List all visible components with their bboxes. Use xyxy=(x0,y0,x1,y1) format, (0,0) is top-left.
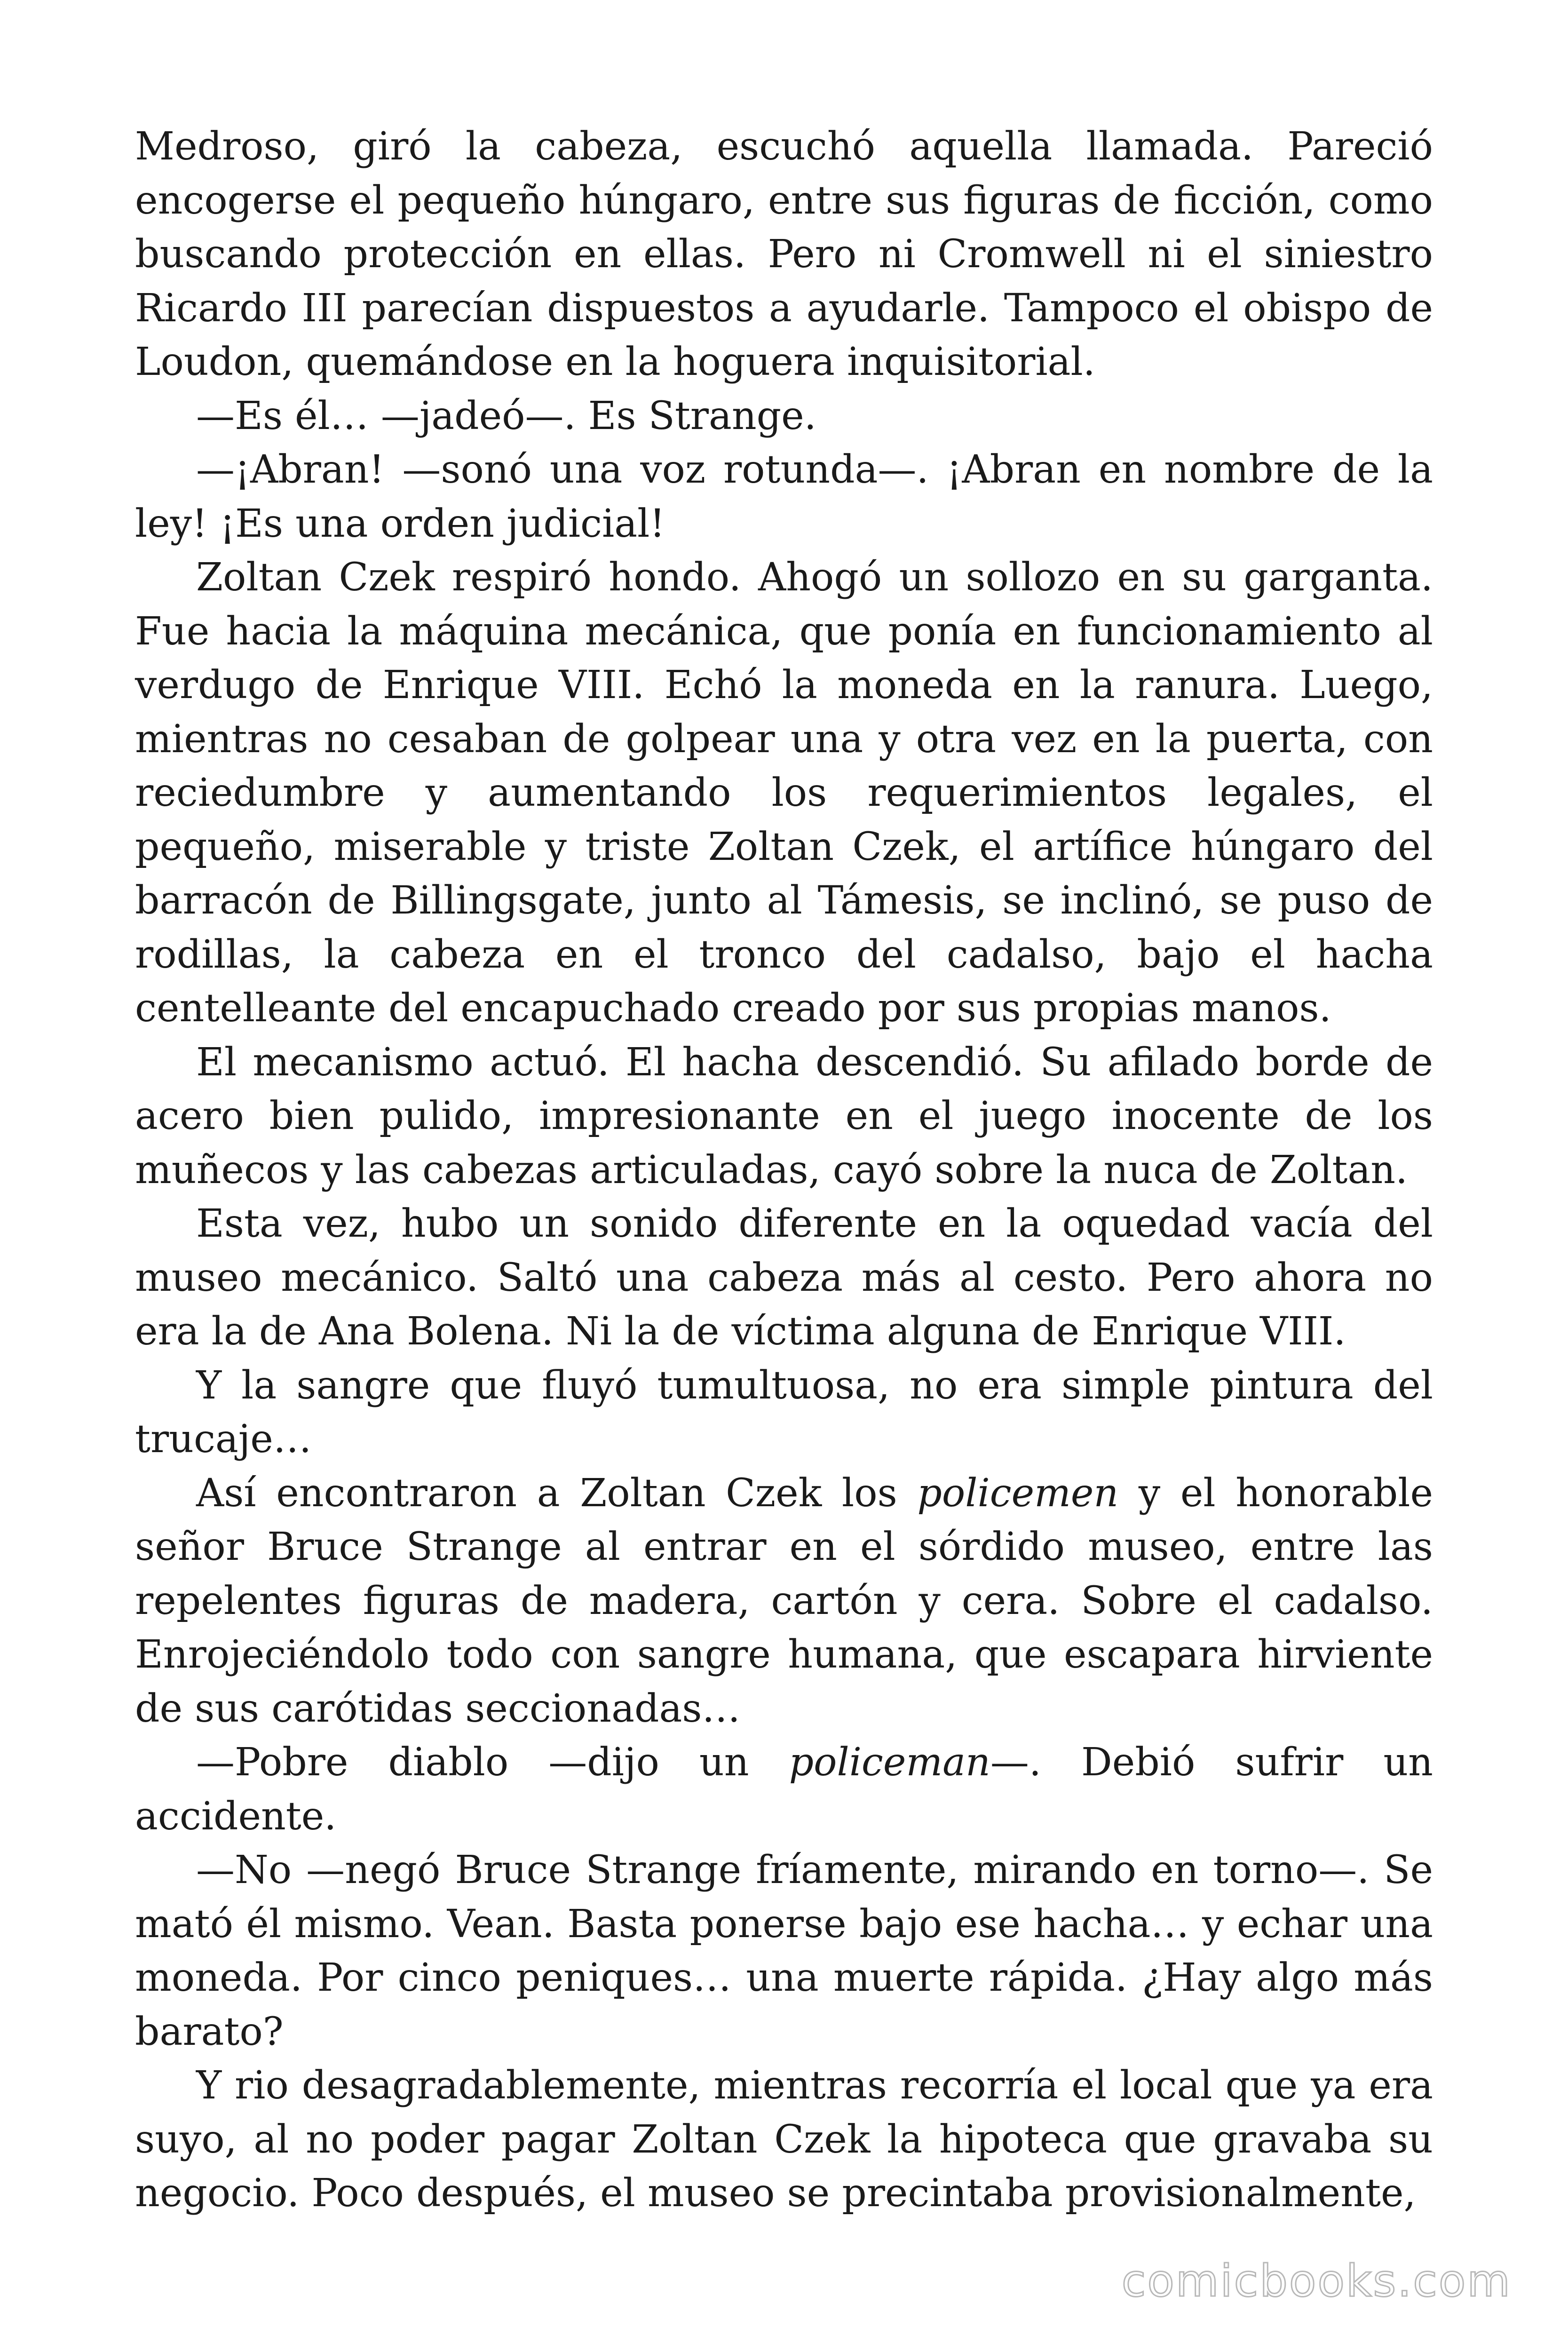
paragraph: Y la sangre que fluyó tumultuosa, no era simple pintura del trucaje… xyxy=(135,1363,1433,1462)
paragraph: —No —negó Bruce Strange fríamente, mirando en torno—. Se mató él mismo. Vean. Basta ponerse bajo ese hacha… y echar una moneda. Por cinco peniques… una muerte rápida. ¿Hay algo más barato? xyxy=(135,1848,1433,2054)
watermark: comicbooks.com xyxy=(1121,2256,1512,2307)
paragraph: Así encontraron a Zoltan Czek los policemen y el honorable señor Bruce Strange al entrar en el sórdido museo, entre las repelentes figuras de madera, cartón y cera. Sobre el cadalso. Enrojeciéndolo todo con sangre humana, que escapara hirviente de sus carótidas seccionadas… xyxy=(135,1470,1433,1731)
paragraph: —Pobre diablo —dijo un policeman—. Debió sufrir un accidente. xyxy=(135,1740,1433,1839)
paragraph: —Es él… —jadeó—. Es Strange. xyxy=(196,393,816,438)
italic-word: policemen xyxy=(917,1470,1119,1516)
paragraph: Esta vez, hubo un sonido diferente en la oquedad vacía del museo mecánico. Saltó una cabeza más al cesto. Pero ahora no era la de Ana Bolena. Ni la de víctima alguna de Enrique VIII. xyxy=(135,1201,1433,1354)
italic-word: policeman xyxy=(789,1740,990,1785)
page-body xyxy=(135,120,1433,2221)
paragraph: Zoltan Czek respiró hondo. Ahogó un sollozo en su garganta. Fue hacia la máquina mecánica, que ponía en funcionamiento al verdugo de Enrique VIII. Echó la moneda en la ranura. Luego, mientras no cesaban de golpear una y otra vez en la puerta, con reciedumbre y aumentando los requerimientos legales, el pequeño, miserable y triste Zoltan Czek, el artífice húngaro del barracón de Billingsgate, junto al Támesis, se inclinó, se puso de rodillas, la cabeza en el tronco del cadalso, bajo el hacha centelleante del encapuchado creado por sus propias manos. xyxy=(135,555,1433,1031)
paragraph: Y rio desagradablemente, mientras recorría el local que ya era suyo, al no poder pagar Zoltan Czek la hipoteca que gravaba su negocio. Poco después, el museo se precintaba provisionalmente, xyxy=(135,2063,1433,2216)
paragraph: Medroso, giró la cabeza, escuchó aquella llamada. Pareció encogerse el pequeño húngaro, entre sus figuras de ficción, como buscando protección en ellas. Pero ni Cromwell ni el siniestro Ricardo III parecían dispuestos a ayudarle. Tampoco el obispo de Loudon, quemándose en la hoguera inquisitorial. xyxy=(135,124,1433,384)
paragraph: —¡Abran! —sonó una voz rotunda—. ¡Abran en nombre de la ley! ¡Es una orden judicial! xyxy=(135,447,1433,546)
paragraph: El mecanismo actuó. El hacha descendió. Su afilado borde de acero bien pulido, impresionante en el juego inocente de los muñecos y las cabezas articuladas, cayó sobre la nuca de Zoltan. xyxy=(135,1040,1433,1192)
